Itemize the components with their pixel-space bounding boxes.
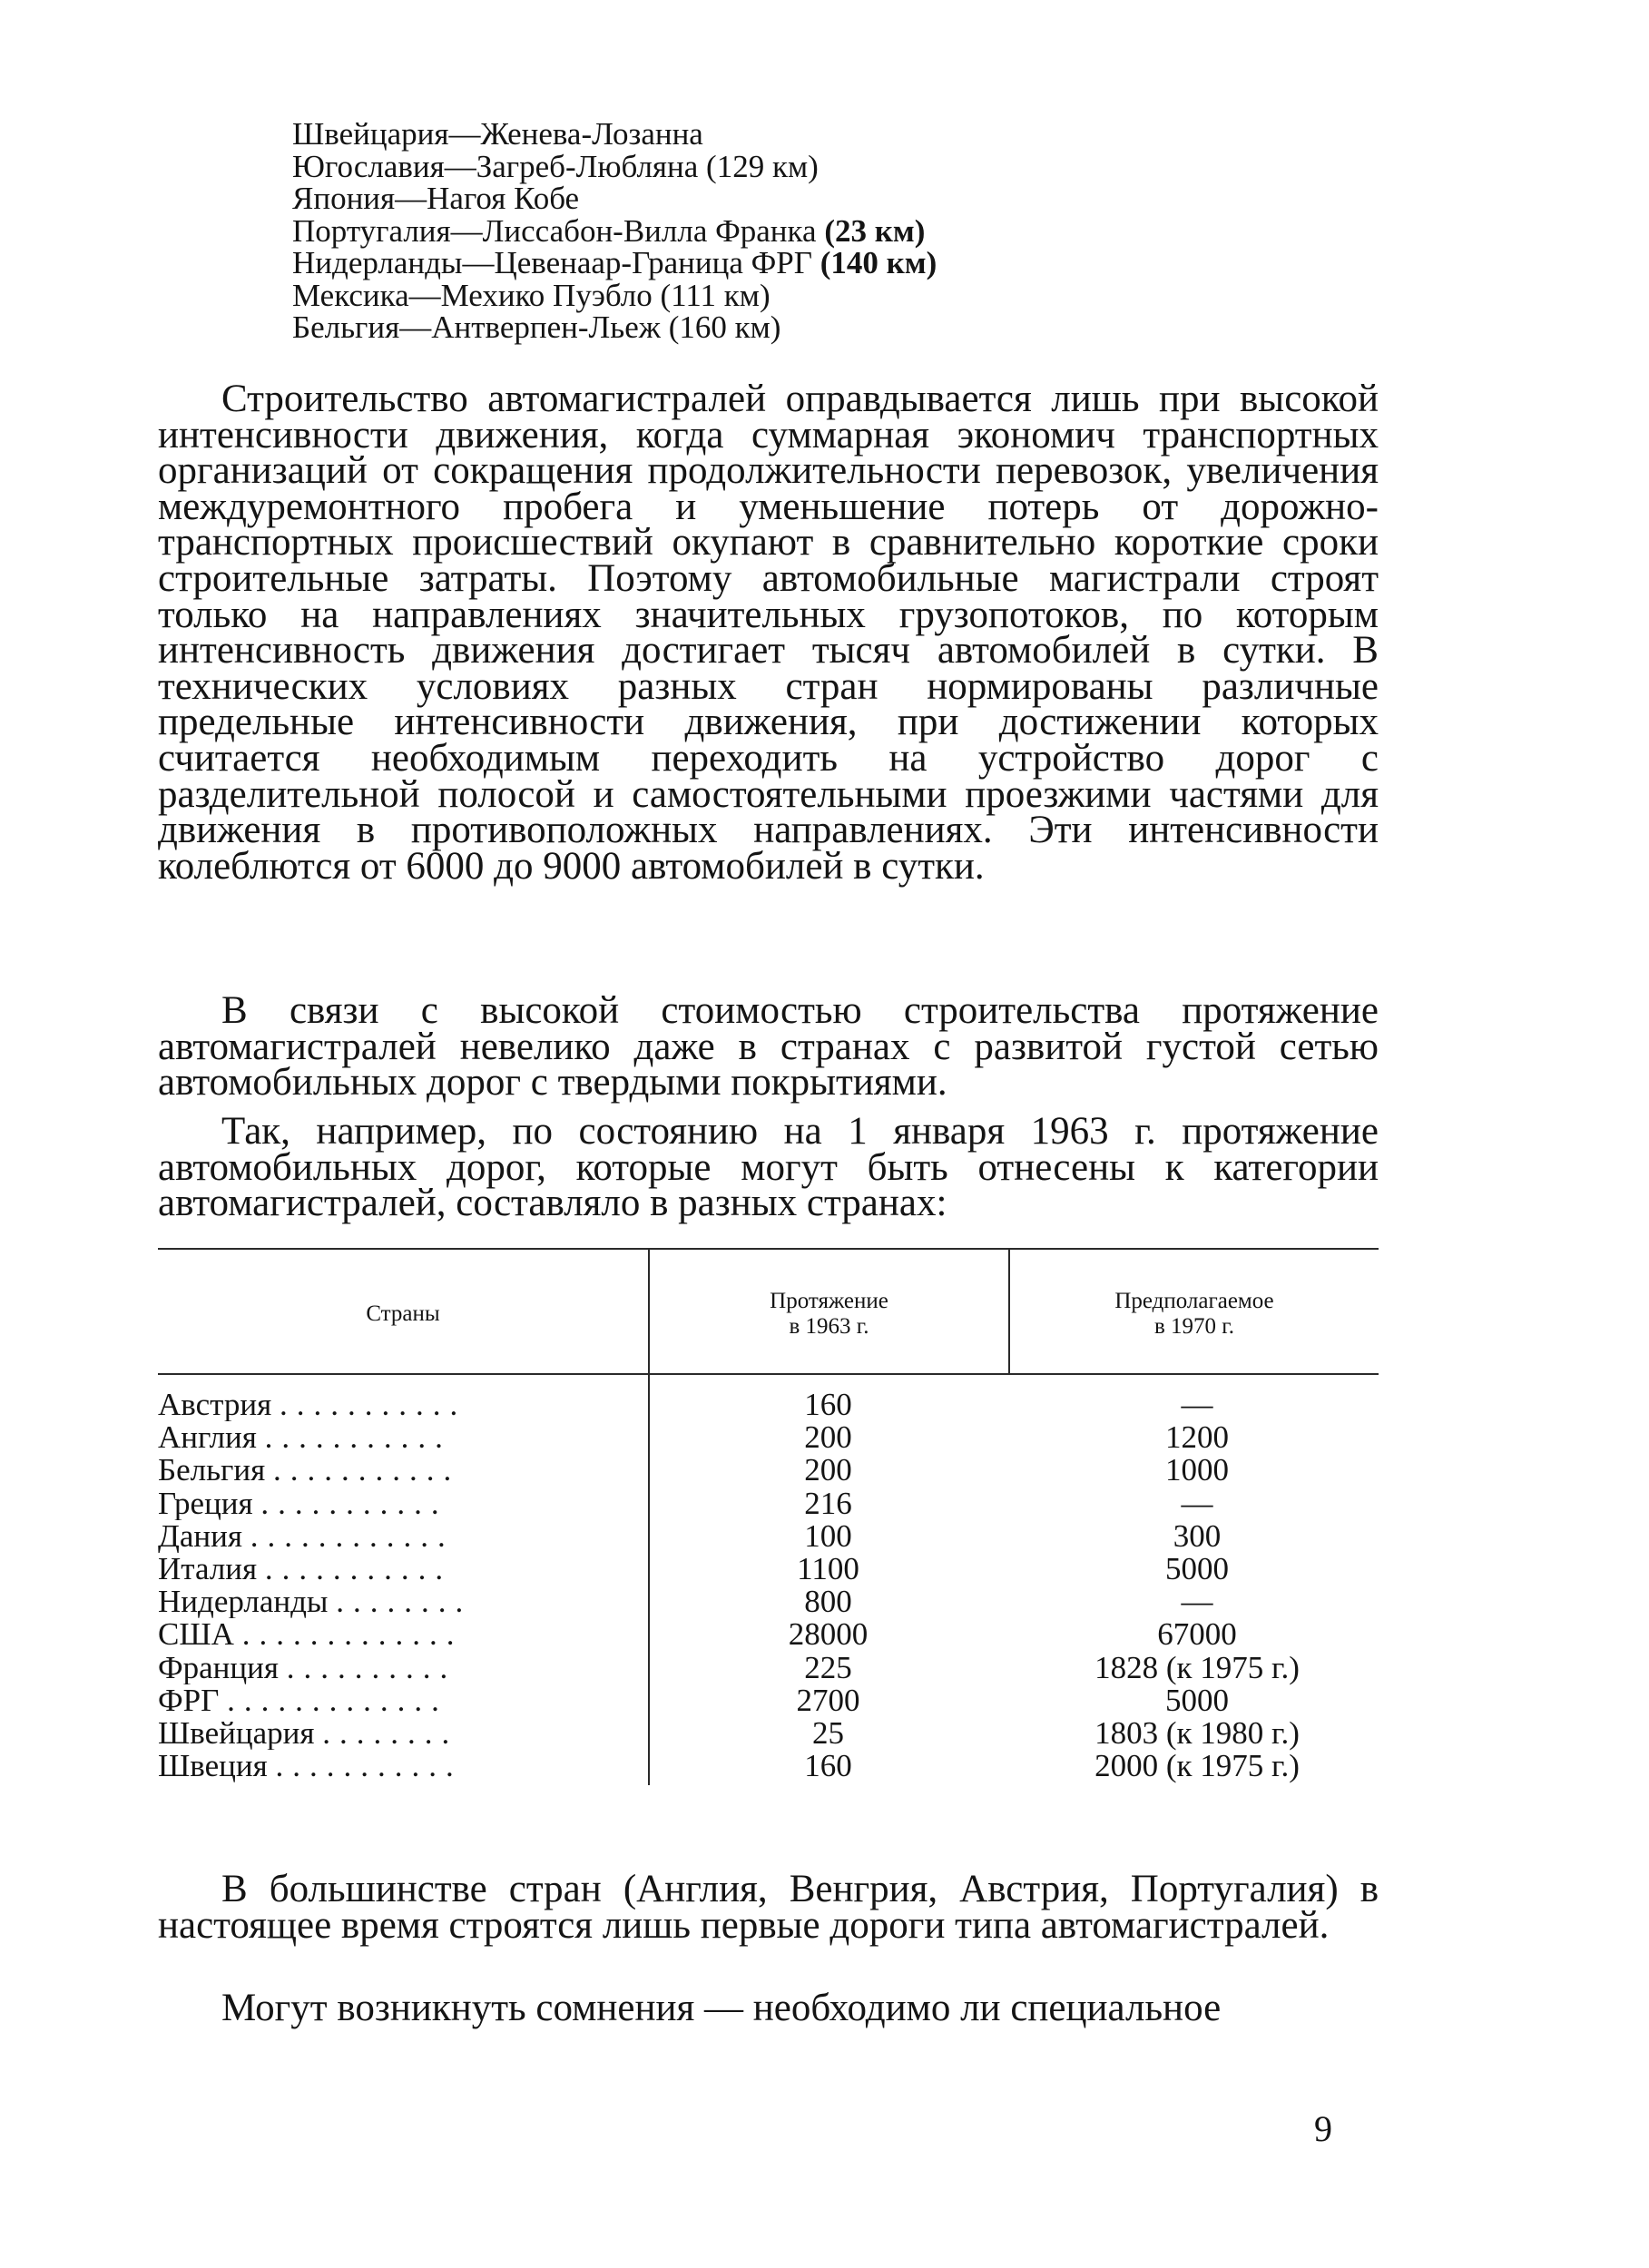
paragraph-doubts: Могут возникнуть сомнения — необходимо ли специальное (221, 1987, 1222, 2029)
page-number: 9 (1314, 2108, 1332, 2149)
route-item: Нидерланды—Цевенаар-Граница ФРГ (140 км) (292, 245, 937, 280)
paragraph-highway-length: В связи с высокой стоимостью строительства протяжение автомагистралей невелико даже в странах с развитой густой сетью автомобильных дорог с твердыми покрытиями. (158, 989, 1379, 1105)
table-row: Дания ............ 100 300 (158, 1517, 1222, 1554)
table-row: Австрия ........... 160 — (158, 1387, 1213, 1422)
table-body (158, 1389, 1379, 1782)
table-row: Греция ........... 216 — (158, 1485, 1213, 1521)
table-row: Бельгия ........... 200 1000 (158, 1452, 1229, 1488)
route-item: Югославия—Загреб-Любляна (129 км) (292, 148, 819, 184)
table-row: Нидерланды ........ 800 — (158, 1584, 1213, 1620)
table-row: Франция .......... 225 1828 (к 1975 г.) (158, 1649, 1300, 1685)
header-planned-1970: Предполагаемое в 1970 г. (1114, 1289, 1274, 1339)
route-item: Швейцария—Женева-Лозанна (292, 116, 703, 152)
paragraph-highway-justification: Строительство автомагистралей оправдывается лишь при высокой интенсивности движения, когда суммарная экономич транспортных организаций от сокращения продолжительности перевозок, увеличения междуремонтного пробега и уменьшение потерь от дорожно-транспортных происшествий окупают в сравнительно короткие сроки строительные затраты. Поэтому автомобильные магистрали строят только на направлениях значительных грузопотоков, по которым интенсивность движения достигает тысяч автомобилей в сутки. В технических условиях разных стран нормированы различные предельные интенсивности движения, при достижении которых считается необходимым переходить на устройство дорог с разделительной полосой и самостоятельными проезжими частями для движения в противоположных направлениях. Эти интенсивности колеблются от 6000 до 9000 автомобилей в сутки. (158, 378, 1379, 888)
table-row: США ............. 28000 67000 (158, 1616, 1237, 1653)
route-item: Мексика—Мехико Пуэбло (111 км) (292, 277, 771, 313)
route-item: Португалия—Лиссабон-Вилла Франка (23 км) (292, 212, 926, 249)
table-row: Италия ........... 1100 5000 (158, 1550, 1229, 1586)
table-row: ФРГ ............. 2700 5000 (158, 1682, 1229, 1718)
route-item: Япония—Нагоя Кобе (292, 181, 580, 216)
paragraph-current-construction: В большинстве стран (Англия, Венгрия, Австрия, Португалия) в настоящее время строятся лишь первые дороги типа автомагистралей. (158, 1868, 1379, 1947)
table-row: Швейцария ........ 25 1803 (к 1980 г.) (158, 1714, 1300, 1751)
highway-length-table (158, 1248, 1379, 1788)
route-list (292, 118, 937, 344)
header-countries: Страны (366, 1301, 440, 1326)
table-top-rule (158, 1248, 1379, 1250)
paragraph-table-intro: Так, например, по состоянию на 1 января 1963 г. протяжение автомобильных дорог, которые могут быть отнесены к категории автомагистралей, составляло в разных странах: (158, 1110, 1379, 1225)
route-item: Бельгия—Антверпен-Льеж (160 км) (292, 309, 781, 345)
header-length-1963: Протяжение в 1963 г. (770, 1289, 888, 1339)
table-header-rule (158, 1373, 1379, 1375)
table-row: Швеция ........... 160 2000 (к 1975 г.) (158, 1748, 1300, 1784)
table-row: Англия ........... 200 1200 (158, 1419, 1229, 1456)
